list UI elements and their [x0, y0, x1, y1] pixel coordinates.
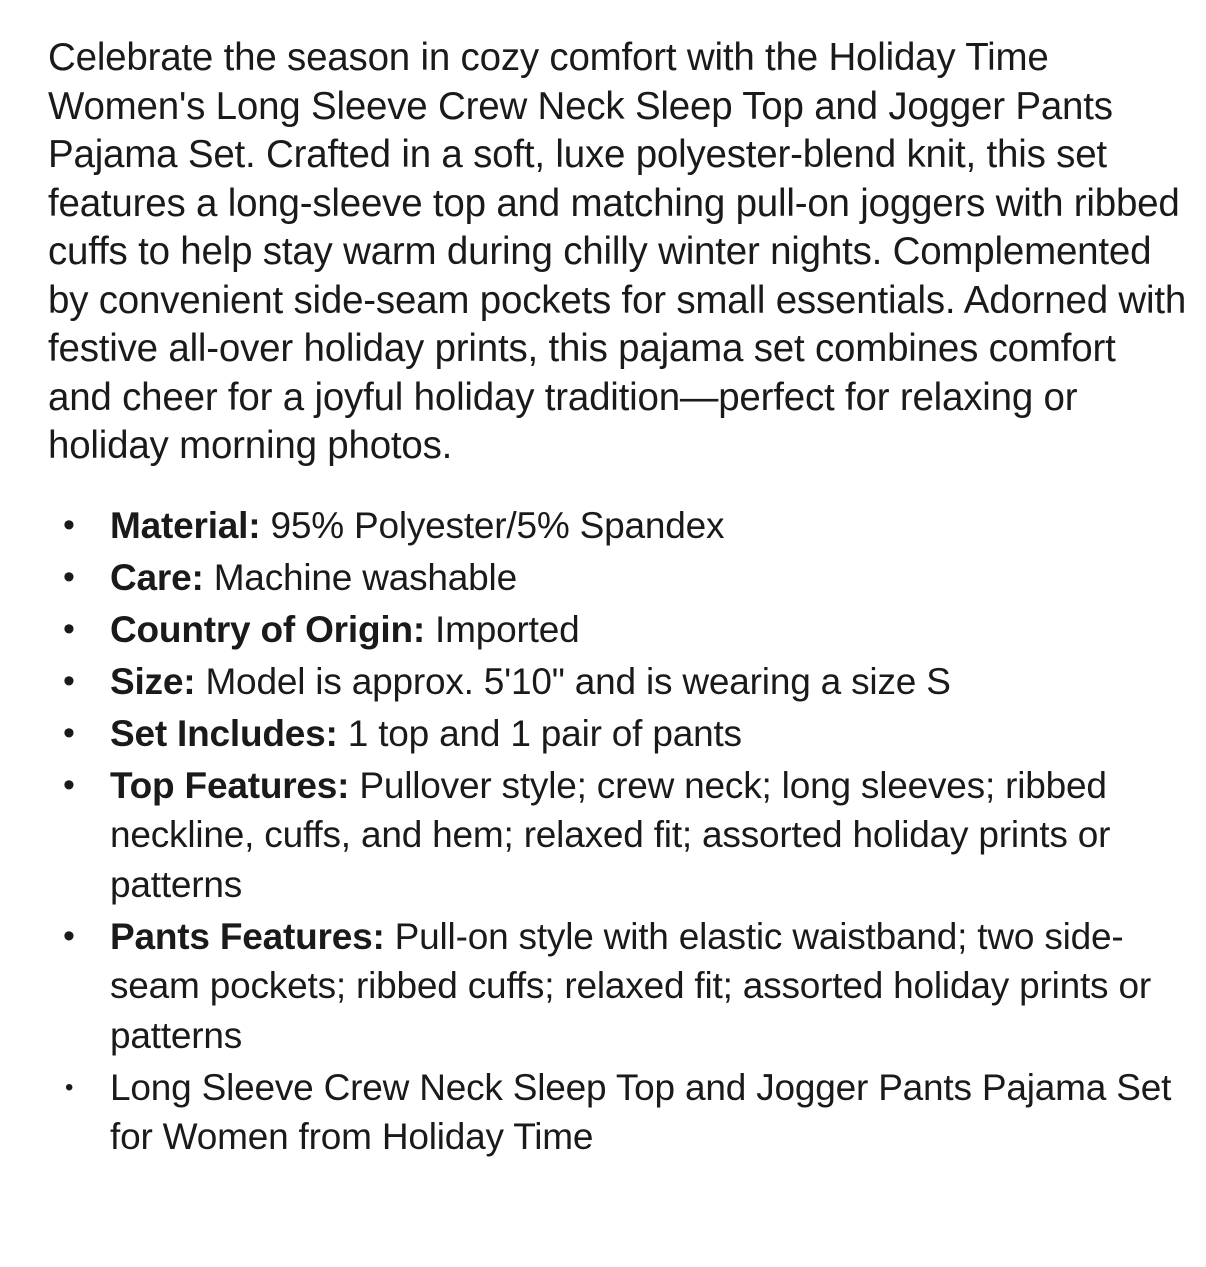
feature-text: 1 top and 1 pair of pants [337, 712, 742, 754]
feature-text: 95% Polyester/5% Spandex [260, 504, 725, 546]
feature-text: Model is approx. 5'10" and is wearing a size S [195, 660, 951, 702]
feature-text: Imported [424, 608, 580, 650]
feature-list [48, 501, 1188, 1162]
feature-label: Material: [110, 504, 261, 546]
feature-text: Long Sleeve Crew Neck Sleep Top and Jogger Pants Pajama Set for Women from Holiday Time [110, 1066, 1172, 1157]
feature-text: Pullover style; crew neck; long sleeves; ribbed neckline, cuffs, and hem; relaxed fit; assorted holiday prints or patterns [110, 764, 1111, 905]
feature-item-set-includes [48, 709, 1188, 759]
feature-item-origin [48, 605, 1188, 655]
bullet-icon: • [63, 661, 75, 700]
feature-item-material [48, 501, 1188, 551]
bullet-icon: • [63, 765, 75, 804]
product-description: Celebrate the season in cozy comfort with the Holiday Time Women's Long Sleeve Crew Neck Sleep Top and Jogger Pants Pajama Set. Crafted in a soft, luxe polyester-blend knit, this set features a long-sleeve top and matching pull-on joggers with ribbed cuffs to help stay warm during chilly winter nights. Complemented by convenient side-seam pockets for small essentials. Adorned with festive all-over holiday prints, this pajama set combines comfort and cheer for a joyful holiday tradition—perfect for relaxing or holiday morning photos. [48, 36, 1187, 467]
feature-item-pants-features [48, 912, 1188, 1061]
bullet-icon: • [63, 916, 75, 955]
feature-text: Machine washable [203, 556, 517, 598]
bullet-icon: • [63, 713, 75, 752]
feature-label: Pants Features: [110, 915, 385, 957]
feature-text: Pull-on style with elastic waistband; two side-seam pockets; ribbed cuffs; relaxed fit; assorted holiday prints or patterns [110, 915, 1151, 1056]
bullet-icon: • [63, 505, 75, 544]
feature-item-care [48, 553, 1188, 603]
feature-label: Care: [110, 556, 204, 598]
feature-item-summary [48, 1063, 1188, 1162]
feature-label: Country of Origin: [110, 608, 425, 650]
feature-label: Size: [110, 660, 196, 702]
bullet-icon: • [65, 1073, 74, 1101]
product-description-section [48, 34, 1188, 1164]
feature-label: Top Features: [110, 764, 350, 806]
bullet-icon: • [63, 609, 75, 648]
feature-item-size [48, 657, 1188, 707]
feature-label: Set Includes: [110, 712, 338, 754]
bullet-icon: • [63, 557, 75, 596]
feature-item-top-features [48, 761, 1188, 910]
